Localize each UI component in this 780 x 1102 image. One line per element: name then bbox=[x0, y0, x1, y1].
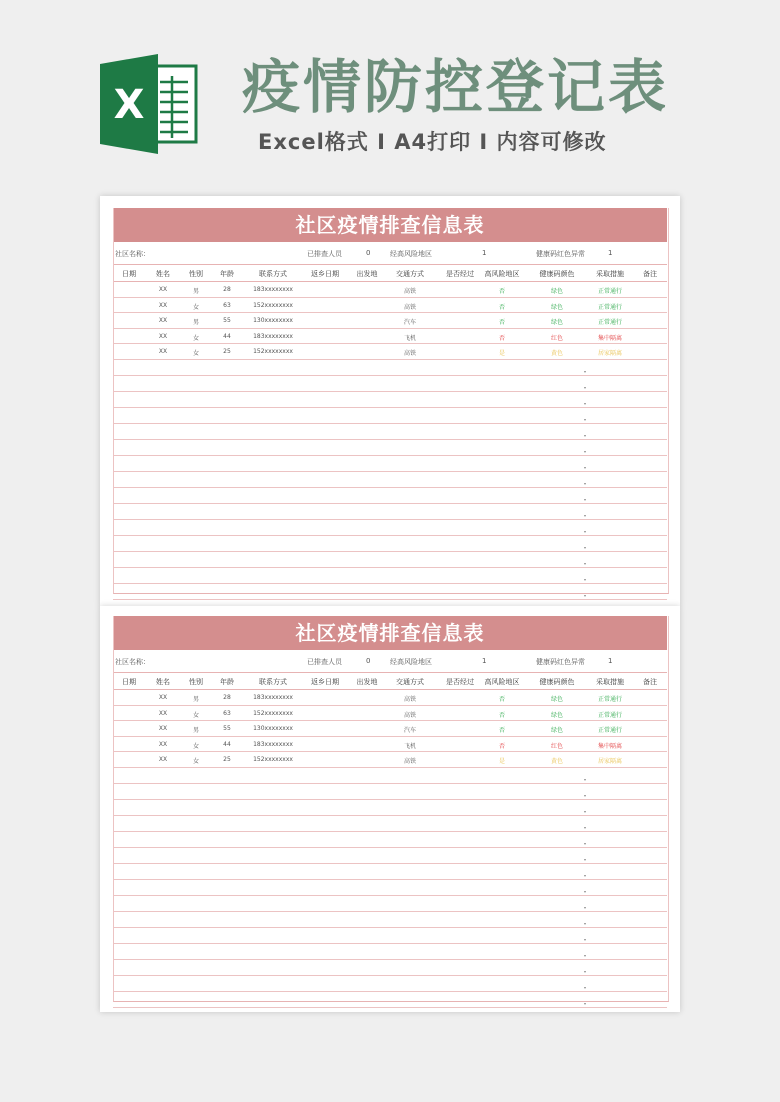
cell-high-risk[interactable]: 否 bbox=[498, 742, 506, 750]
cell-high-risk[interactable]: 否 bbox=[498, 334, 506, 342]
dropdown-mark-icon: ▾ bbox=[584, 576, 587, 582]
form-sheet-1 bbox=[100, 196, 680, 606]
table-row bbox=[113, 690, 667, 706]
cell-phone[interactable]: 130xxxxxxxx bbox=[253, 317, 293, 324]
table-row bbox=[113, 737, 667, 753]
cell-age[interactable]: 44 bbox=[223, 740, 231, 748]
cell-health-code[interactable]: 黄色 bbox=[550, 350, 564, 357]
column-header: 性别 bbox=[189, 270, 203, 278]
empty-row[interactable] bbox=[113, 520, 667, 536]
cell-high-risk[interactable]: 否 bbox=[498, 303, 506, 311]
empty-row[interactable] bbox=[113, 912, 667, 928]
risk-area-label: 经高风险地区 bbox=[390, 250, 432, 258]
empty-row[interactable] bbox=[113, 768, 667, 784]
empty-row[interactable] bbox=[113, 816, 667, 832]
dropdown-mark-icon: ▾ bbox=[584, 904, 587, 910]
empty-row[interactable] bbox=[113, 960, 667, 976]
excel-logo-letter: X bbox=[113, 82, 145, 128]
table-row bbox=[113, 298, 667, 314]
dropdown-mark-icon: ▾ bbox=[584, 416, 587, 422]
cell-name[interactable]: XX bbox=[158, 301, 168, 309]
column-header: 交通方式 bbox=[396, 270, 424, 278]
column-header: 日期 bbox=[122, 270, 136, 278]
column-header: 交通方式 bbox=[396, 678, 424, 686]
empty-row[interactable] bbox=[113, 864, 667, 880]
dropdown-mark-icon: ▾ bbox=[584, 368, 587, 374]
cell-gender[interactable]: 女 bbox=[192, 334, 200, 342]
cell-phone[interactable]: 183xxxxxxxx bbox=[253, 332, 293, 340]
column-header: 年龄 bbox=[220, 270, 234, 278]
cell-name[interactable]: XX bbox=[158, 725, 168, 732]
column-header: 出发地 bbox=[356, 270, 378, 278]
empty-row[interactable] bbox=[113, 944, 667, 960]
dropdown-mark-icon: ▾ bbox=[584, 888, 587, 894]
cell-phone[interactable]: 152xxxxxxxx bbox=[253, 709, 293, 717]
column-header: 健康码颜色 bbox=[539, 678, 575, 686]
page-title: 疫情防控登记表 bbox=[242, 53, 670, 121]
page-subtitle: Excel格式 I A4打印 I 内容可修改 bbox=[258, 130, 607, 154]
cell-age[interactable]: 63 bbox=[223, 709, 231, 717]
community-label: 社区名称： bbox=[115, 250, 150, 258]
column-header: 返乡日期 bbox=[311, 678, 339, 686]
cell-high-risk[interactable]: 否 bbox=[498, 288, 506, 295]
dropdown-mark-icon: ▾ bbox=[584, 856, 587, 862]
cell-gender[interactable]: 女 bbox=[192, 742, 200, 750]
cell-health-code[interactable]: 绿色 bbox=[550, 727, 564, 734]
cell-age[interactable]: 55 bbox=[223, 725, 231, 732]
red-code-value: 1 bbox=[608, 657, 613, 665]
cell-measure[interactable]: 正常通行 bbox=[597, 727, 623, 734]
cell-health-code[interactable]: 绿色 bbox=[550, 711, 564, 719]
dropdown-mark-icon: ▾ bbox=[584, 984, 587, 990]
dropdown-mark-icon: ▾ bbox=[584, 400, 587, 406]
table-row bbox=[113, 313, 667, 329]
cell-phone[interactable]: 152xxxxxxxx bbox=[253, 756, 293, 763]
cell-name[interactable]: XX bbox=[158, 694, 168, 701]
dropdown-mark-icon: ▾ bbox=[584, 496, 587, 502]
empty-row[interactable] bbox=[113, 568, 667, 584]
excel-icon bbox=[100, 54, 198, 154]
cell-phone[interactable]: 183xxxxxxxx bbox=[253, 740, 293, 748]
empty-row[interactable] bbox=[113, 832, 667, 848]
cell-measure[interactable]: 居家隔离 bbox=[597, 350, 623, 357]
empty-row[interactable] bbox=[113, 552, 667, 568]
dropdown-mark-icon: ▾ bbox=[584, 776, 587, 782]
cell-measure[interactable]: 正常通行 bbox=[597, 288, 623, 295]
cell-health-code[interactable]: 红色 bbox=[550, 742, 564, 750]
empty-row[interactable] bbox=[113, 360, 667, 376]
empty-row[interactable] bbox=[113, 880, 667, 896]
cell-name[interactable]: XX bbox=[158, 286, 168, 293]
dropdown-mark-icon: ▾ bbox=[584, 792, 587, 798]
cell-age[interactable]: 25 bbox=[223, 348, 231, 355]
column-header: 健康码颜色 bbox=[539, 270, 575, 278]
cell-measure[interactable]: 正常通行 bbox=[597, 303, 623, 311]
cell-name[interactable]: XX bbox=[158, 348, 168, 355]
cell-age[interactable]: 25 bbox=[223, 756, 231, 763]
screened-label: 已排查人员 bbox=[307, 250, 342, 258]
risk-area-label: 经高风险地区 bbox=[390, 658, 432, 666]
dropdown-mark-icon: ▾ bbox=[584, 512, 587, 518]
cell-transport[interactable]: 高铁 bbox=[403, 711, 417, 719]
table-row bbox=[113, 282, 667, 298]
cell-high-risk[interactable]: 是 bbox=[498, 758, 506, 765]
empty-row[interactable] bbox=[113, 896, 667, 912]
cell-high-risk[interactable]: 否 bbox=[498, 696, 506, 703]
risk-area-value: 1 bbox=[482, 249, 487, 257]
cell-gender[interactable]: 男 bbox=[192, 319, 200, 326]
empty-row[interactable] bbox=[113, 800, 667, 816]
cell-phone[interactable]: 130xxxxxxxx bbox=[253, 725, 293, 732]
cell-measure[interactable]: 集中隔离 bbox=[597, 742, 623, 750]
column-header: 出发地 bbox=[356, 678, 378, 686]
cell-name[interactable]: XX bbox=[158, 332, 168, 340]
info-row bbox=[113, 242, 667, 265]
form-title: 社区疫情排查信息表 bbox=[113, 208, 667, 242]
cell-gender[interactable]: 女 bbox=[192, 758, 200, 765]
table-row bbox=[113, 721, 667, 737]
empty-row[interactable] bbox=[113, 504, 667, 520]
cell-age[interactable]: 44 bbox=[223, 332, 231, 340]
cell-transport[interactable]: 飞机 bbox=[403, 334, 417, 342]
dropdown-mark-icon: ▾ bbox=[584, 448, 587, 454]
cell-gender[interactable]: 男 bbox=[192, 288, 200, 295]
cell-gender[interactable]: 男 bbox=[192, 727, 200, 734]
cell-phone[interactable]: 152xxxxxxxx bbox=[253, 348, 293, 355]
red-code-label: 健康码红色异常 bbox=[536, 658, 585, 666]
cell-transport[interactable]: 汽车 bbox=[403, 319, 417, 326]
empty-row[interactable] bbox=[113, 536, 667, 552]
cell-transport[interactable]: 高铁 bbox=[403, 758, 417, 765]
cell-measure[interactable]: 正常通行 bbox=[597, 696, 623, 703]
community-label: 社区名称： bbox=[115, 658, 150, 666]
column-header: 返乡日期 bbox=[311, 270, 339, 278]
cell-health-code[interactable]: 黄色 bbox=[550, 758, 564, 765]
cell-gender[interactable]: 女 bbox=[192, 350, 200, 357]
empty-row[interactable] bbox=[113, 472, 667, 488]
red-code-value: 1 bbox=[608, 249, 613, 257]
cell-name[interactable]: XX bbox=[158, 756, 168, 763]
empty-row[interactable] bbox=[113, 456, 667, 472]
dropdown-mark-icon: ▾ bbox=[584, 920, 587, 926]
empty-row[interactable] bbox=[113, 408, 667, 424]
cell-measure[interactable]: 居家隔离 bbox=[597, 758, 623, 765]
column-header: 联系方式 bbox=[259, 270, 287, 278]
cell-transport[interactable]: 高铁 bbox=[403, 350, 417, 357]
form-table-1 bbox=[113, 208, 667, 600]
page-header bbox=[0, 0, 780, 200]
empty-row[interactable] bbox=[113, 392, 667, 408]
empty-row[interactable] bbox=[113, 848, 667, 864]
cell-health-code[interactable]: 绿色 bbox=[550, 288, 564, 295]
dropdown-mark-icon: ▾ bbox=[584, 952, 587, 958]
empty-row[interactable] bbox=[113, 440, 667, 456]
cell-health-code[interactable]: 绿色 bbox=[550, 696, 564, 703]
table-row bbox=[113, 706, 667, 722]
cell-name[interactable]: XX bbox=[158, 709, 168, 717]
dropdown-mark-icon: ▾ bbox=[584, 480, 587, 486]
cell-measure[interactable]: 正常通行 bbox=[597, 711, 623, 719]
column-header-row bbox=[113, 265, 667, 282]
dropdown-mark-icon: ▾ bbox=[584, 544, 587, 550]
cell-measure[interactable]: 集中隔离 bbox=[597, 334, 623, 342]
empty-row[interactable] bbox=[113, 976, 667, 992]
dropdown-mark-icon: ▾ bbox=[584, 968, 587, 974]
dropdown-mark-icon: ▾ bbox=[584, 560, 587, 566]
column-header-row bbox=[113, 673, 667, 690]
table-row bbox=[113, 344, 667, 360]
cell-phone[interactable]: 152xxxxxxxx bbox=[253, 301, 293, 309]
column-header: 联系方式 bbox=[259, 678, 287, 686]
dropdown-mark-icon: ▾ bbox=[584, 432, 587, 438]
cell-high-risk[interactable]: 是 bbox=[498, 350, 506, 357]
column-header: 采取措施 bbox=[596, 678, 624, 686]
empty-row[interactable] bbox=[113, 928, 667, 944]
cell-age[interactable]: 63 bbox=[223, 301, 231, 309]
red-code-label: 健康码红色异常 bbox=[536, 250, 585, 258]
cell-measure[interactable]: 正常通行 bbox=[597, 319, 623, 326]
dropdown-mark-icon: ▾ bbox=[584, 808, 587, 814]
screened-value: 0 bbox=[366, 657, 371, 665]
dropdown-mark-icon: ▾ bbox=[584, 840, 587, 846]
dropdown-mark-icon: ▾ bbox=[584, 1000, 587, 1006]
dropdown-mark-icon: ▾ bbox=[584, 592, 587, 598]
dropdown-mark-icon: ▾ bbox=[584, 936, 587, 942]
dropdown-mark-icon: ▾ bbox=[584, 528, 587, 534]
column-header: 姓名 bbox=[156, 678, 170, 686]
table-row bbox=[113, 329, 667, 345]
cell-transport[interactable]: 汽车 bbox=[403, 727, 417, 734]
risk-area-value: 1 bbox=[482, 657, 487, 665]
empty-row[interactable] bbox=[113, 424, 667, 440]
cell-health-code[interactable]: 红色 bbox=[550, 334, 564, 342]
cell-gender[interactable]: 女 bbox=[192, 711, 200, 719]
empty-row[interactable] bbox=[113, 488, 667, 504]
empty-row[interactable] bbox=[113, 992, 667, 1008]
cell-age[interactable]: 28 bbox=[223, 286, 231, 293]
dropdown-mark-icon: ▾ bbox=[584, 872, 587, 878]
column-header: 是否经过 bbox=[446, 270, 474, 278]
column-header: 是否经过 bbox=[446, 678, 474, 686]
empty-row[interactable] bbox=[113, 376, 667, 392]
info-row bbox=[113, 650, 667, 673]
form-table-2 bbox=[113, 616, 667, 1008]
cell-age[interactable]: 55 bbox=[223, 317, 231, 324]
table-row bbox=[113, 752, 667, 768]
column-header: 日期 bbox=[122, 678, 136, 686]
column-header: 高风险地区 bbox=[484, 678, 520, 686]
cell-high-risk[interactable]: 否 bbox=[498, 711, 506, 719]
column-header: 高风险地区 bbox=[484, 270, 520, 278]
dropdown-mark-icon: ▾ bbox=[584, 384, 587, 390]
column-header: 备注 bbox=[643, 270, 657, 278]
screened-value: 0 bbox=[366, 249, 371, 257]
cell-health-code[interactable]: 绿色 bbox=[550, 303, 564, 311]
cell-phone[interactable]: 183xxxxxxxx bbox=[253, 694, 293, 701]
cell-name[interactable]: XX bbox=[158, 740, 168, 748]
cell-age[interactable]: 28 bbox=[223, 694, 231, 701]
form-title: 社区疫情排查信息表 bbox=[113, 616, 667, 650]
cell-gender[interactable]: 女 bbox=[192, 303, 200, 311]
cell-health-code[interactable]: 绿色 bbox=[550, 319, 564, 326]
empty-row[interactable] bbox=[113, 784, 667, 800]
column-header: 备注 bbox=[643, 678, 657, 686]
dropdown-mark-icon: ▾ bbox=[584, 464, 587, 470]
column-header: 采取措施 bbox=[596, 270, 624, 278]
cell-transport[interactable]: 高铁 bbox=[403, 303, 417, 311]
cell-high-risk[interactable]: 否 bbox=[498, 319, 506, 326]
cell-high-risk[interactable]: 否 bbox=[498, 727, 506, 734]
cell-transport[interactable]: 高铁 bbox=[403, 696, 417, 703]
form-sheet-2 bbox=[100, 606, 680, 1012]
cell-transport[interactable]: 高铁 bbox=[403, 288, 417, 295]
dropdown-mark-icon: ▾ bbox=[584, 824, 587, 830]
cell-name[interactable]: XX bbox=[158, 317, 168, 324]
empty-row[interactable] bbox=[113, 584, 667, 600]
cell-transport[interactable]: 飞机 bbox=[403, 742, 417, 750]
cell-gender[interactable]: 男 bbox=[192, 696, 200, 703]
screened-label: 已排查人员 bbox=[307, 658, 342, 666]
column-header: 姓名 bbox=[156, 270, 170, 278]
cell-phone[interactable]: 183xxxxxxxx bbox=[253, 286, 293, 293]
column-header: 年龄 bbox=[220, 678, 234, 686]
column-header: 性别 bbox=[189, 678, 203, 686]
